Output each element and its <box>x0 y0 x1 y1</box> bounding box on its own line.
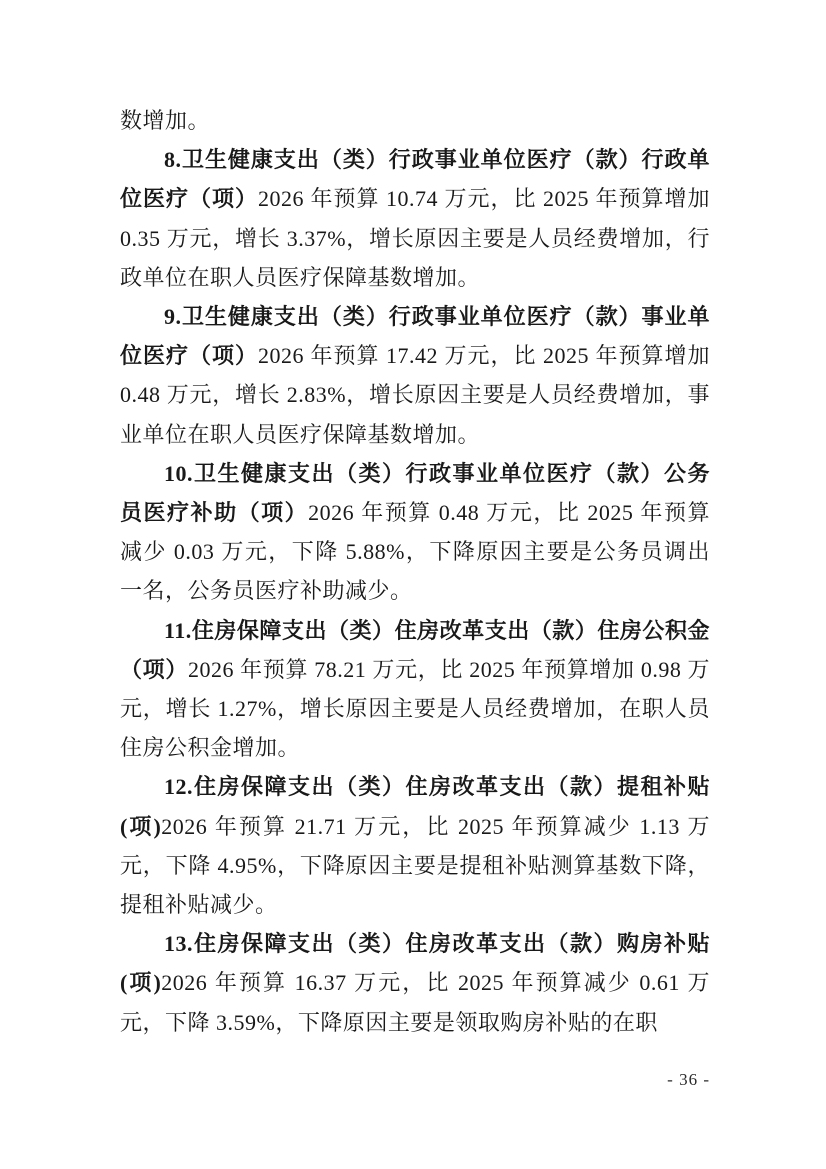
paragraph-continuation <box>120 101 710 140</box>
paragraph-body-text: 2026 年预算 0.48 万元，比 2025 年预算减少 0.03 万元，下降 5.88%，下降原因主要是公务员调出一名，公务员医疗补助减少。 <box>120 500 710 604</box>
paragraph-lead-bold: 8.卫生健康支出（类）行政事业单位医疗（款）行政单位医疗（项） <box>120 147 710 212</box>
paragraph-lead-bold: 11.住房保障支出（类）住房改革支出（款）住房公积金（项） <box>120 617 710 682</box>
paragraph-lead-bold: 12.住房保障支出（类）住房改革支出（款）提租补贴(项) <box>120 774 710 839</box>
budget-item-11 <box>120 611 710 768</box>
paragraph-lead-bold: 9.卫生健康支出（类）行政事业单位医疗（款）事业单位医疗（项） <box>120 304 710 369</box>
page-number: - 36 - <box>667 1070 710 1089</box>
paragraph-body-text: 2026 年预算 17.42 万元，比 2025 年预算增加 0.48 万元，增长 2.83%，增长原因主要是人员经费增加，事业单位在职人员医疗保障基数增加。 <box>120 343 710 447</box>
budget-item-9 <box>120 297 710 454</box>
paragraph-body-text: 2026 年预算 21.71 万元，比 2025 年预算减少 1.13 万元，下降 4.95%，下降原因主要是提租补贴测算基数下降，提租补贴减少。 <box>120 813 710 918</box>
budget-item-12 <box>120 767 710 924</box>
document-body <box>120 101 710 1042</box>
budget-item-10 <box>120 454 710 611</box>
budget-item-8 <box>120 140 710 297</box>
paragraph-body-text: 2026 年预算 78.21 万元，比 2025 年预算增加 0.98 万元，增长 1.27%，增长原因主要是人员经费增加，在职人员住房公积金增加。 <box>120 656 710 761</box>
paragraph-body-text: 2026 年预算 10.74 万元，比 2025 年预算增加 0.35 万元，增长 3.37%，增长原因主要是人员经费增加，行政单位在职人员医疗保障基数增加。 <box>120 186 710 290</box>
paragraph-body-text: 2026 年预算 16.37 万元，比 2025 年预算减少 0.61 万元，下降 3.59%，下降原因主要是领取购房补贴的在职 <box>120 970 710 1035</box>
budget-item-13 <box>120 924 710 1042</box>
paragraph-lead-bold: 10.卫生健康支出（类）行政事业单位医疗（款）公务员医疗补助（项） <box>120 460 710 526</box>
paragraph-lead-bold: 13.住房保障支出（类）住房改革支出（款）购房补贴(项) <box>120 931 710 996</box>
paragraph-body-text: 数增加。 <box>120 108 211 133</box>
